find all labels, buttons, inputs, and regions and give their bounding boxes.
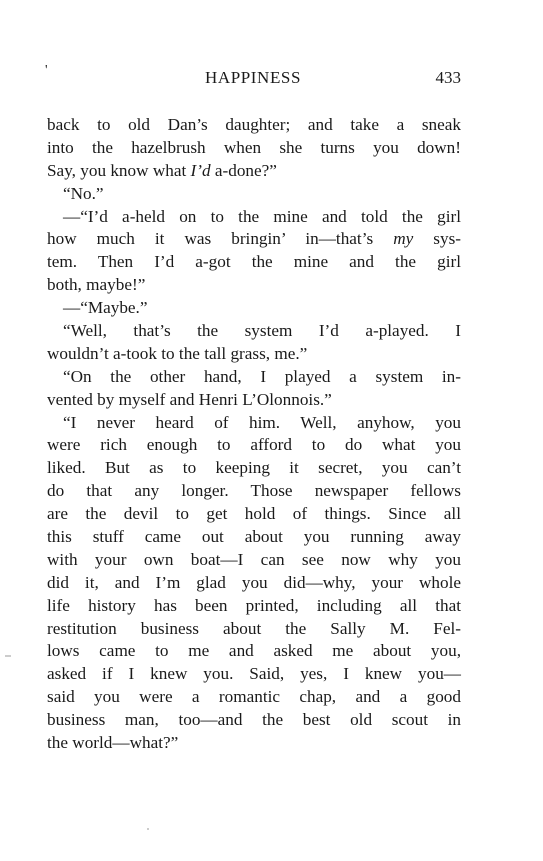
text-line: life history has been printed, including all that	[47, 595, 461, 615]
running-head	[45, 63, 461, 90]
text-segment: how much it was bringin’ in—that’s	[47, 229, 394, 249]
text-segment: a-done?”	[210, 160, 277, 180]
text-line: this stuff came out about you running away	[47, 527, 461, 547]
text-line: do that any longer. Those newspaper fellows	[47, 481, 461, 501]
text-segment: sys-	[413, 229, 461, 249]
text-line: with your own boat—I can see now why you	[47, 549, 461, 569]
text-line: “On the other hand, I played a system in-	[63, 366, 461, 386]
italic-text: I’d	[190, 160, 211, 180]
text-line	[47, 228, 461, 251]
text-line: into the hazelbrush when she turns you down!	[47, 137, 461, 157]
text-line: restitution business about the Sally M. Fel-	[47, 618, 461, 638]
text-segment: Say, you know what	[47, 160, 191, 180]
page-speck	[147, 828, 149, 830]
text-line: were rich enough to afford to do what you	[47, 435, 461, 455]
text-line: vented by myself and Henri L’Olonnois.”	[47, 389, 332, 409]
text-line	[47, 160, 461, 183]
text-line: —“I’d a-held on to the mine and told the girl	[63, 206, 461, 226]
text-line: liked. But as to keeping it secret, you can’t	[47, 458, 461, 478]
text-line: business man, too—and the best old scout in	[47, 710, 461, 730]
text-line: wouldn’t a-took to the tall grass, me.”	[47, 343, 308, 363]
text-line: are the devil to get hold of things. Since all	[47, 504, 461, 524]
text-line: “I never heard of him. Well, anyhow, you	[63, 412, 461, 432]
margin-mark: '	[45, 63, 48, 78]
italic-text: my	[393, 229, 414, 249]
running-title: HAPPINESS	[204, 68, 302, 87]
text-line: the world—what?”	[47, 733, 179, 753]
text-line: asked if I knew you. Said, yes, I knew you—	[47, 664, 461, 684]
text-line: both, maybe!”	[47, 275, 146, 295]
text-line: said you were a romantic chap, and a good	[47, 687, 461, 707]
text-line: “Well, that’s the system I’d a-played. I	[63, 321, 461, 341]
text-line: tem. Then I’d a-got the mine and the girl	[47, 252, 461, 272]
text-line: “No.”	[63, 183, 104, 203]
text-line: back to old Dan’s daughter; and take a sneak	[47, 115, 461, 134]
text-line: lows came to me and asked me about you,	[47, 641, 461, 661]
text-line: did it, and I’m glad you did—why, your whole	[47, 572, 461, 592]
page-number: 433	[435, 68, 461, 87]
margin-smudge	[5, 655, 11, 657]
body-text	[47, 114, 461, 755]
text-line: —“Maybe.”	[63, 298, 148, 318]
